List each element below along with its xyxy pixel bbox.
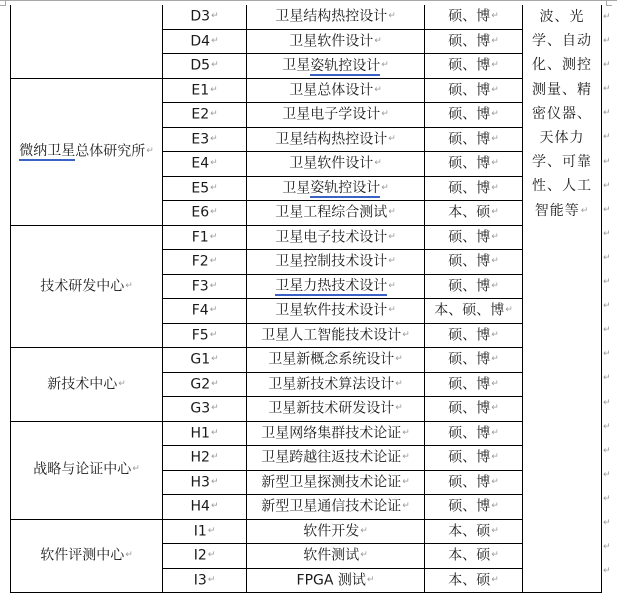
- degree-cell: 硕、博↵: [425, 495, 523, 520]
- table-row: [11, 519, 602, 544]
- position-code-cell: D3↵: [163, 5, 247, 29]
- degree-cell: 本、硕↵: [425, 519, 523, 544]
- department-cell: 新技术中心↵: [11, 348, 163, 422]
- position-name-cell: FPGA 测试↵: [247, 568, 425, 593]
- table-row: [11, 78, 602, 103]
- degree-cell: 硕、博↵: [425, 225, 523, 250]
- position-name-cell: 软件开发↵: [247, 519, 425, 544]
- end-of-row-mark: ↵: [603, 108, 611, 119]
- end-of-row-mark: ↵: [603, 180, 611, 191]
- position-name-cell: 卫星姿轨控设计↵: [247, 176, 425, 201]
- position-code-cell: F2↵: [163, 250, 247, 275]
- degree-cell: 本、硕↵: [425, 568, 523, 593]
- degree-cell: 硕、博↵: [425, 250, 523, 275]
- position-name-cell: 卫星力热技术设计↵: [247, 274, 425, 299]
- end-of-row-mark: ↵: [603, 36, 611, 47]
- end-of-row-mark: ↵: [603, 397, 611, 408]
- table-row: [11, 5, 602, 29]
- degree-cell: 硕、博↵: [425, 127, 523, 152]
- page-top-border: [0, 0, 617, 1]
- degree-cell: 硕、博↵: [425, 152, 523, 177]
- degree-cell: 硕、博↵: [425, 78, 523, 103]
- position-name-cell: 卫星跨越往返技术论证↵: [247, 446, 425, 471]
- position-name-cell: 卫星软件技术设计↵: [247, 299, 425, 324]
- degree-cell: 硕、博↵: [425, 54, 523, 79]
- table-row: [11, 348, 602, 373]
- degree-cell: 本、硕↵: [425, 201, 523, 226]
- degree-cell: 硕、博↵: [425, 446, 523, 471]
- position-code-cell: H3↵: [163, 470, 247, 495]
- department-cell: 微纳卫星总体研究所↵: [11, 78, 163, 225]
- position-code-cell: G1↵: [163, 348, 247, 373]
- position-code-cell: F3↵: [163, 274, 247, 299]
- degree-cell: 硕、博↵: [425, 5, 523, 29]
- degree-cell: 硕、博↵: [425, 397, 523, 422]
- position-code-cell: E2↵: [163, 103, 247, 128]
- department-cell: 软件评测中心↵: [11, 519, 163, 593]
- majors-line: 学、可靠: [532, 154, 592, 171]
- position-name-cell: 卫星控制技术设计↵: [247, 250, 425, 275]
- end-of-row-mark: ↵: [603, 349, 611, 360]
- position-name-cell: 卫星新技术研发设计↵: [247, 397, 425, 422]
- position-code-cell: G2↵: [163, 372, 247, 397]
- position-code-cell: E3↵: [163, 127, 247, 152]
- degree-cell: 硕、博↵: [425, 348, 523, 373]
- position-code-cell: F1↵: [163, 225, 247, 250]
- majors-line: 波、光: [539, 9, 585, 25]
- end-of-row-mark: ↵: [603, 204, 611, 215]
- position-name-cell: 软件测试↵: [247, 544, 425, 569]
- position-name-cell: 卫星结构热控设计↵: [247, 5, 425, 29]
- degree-cell: 硕、博↵: [425, 29, 523, 54]
- end-of-row-mark: ↵: [603, 542, 611, 553]
- end-of-row-mark: ↵: [603, 277, 611, 288]
- end-of-row-mark: ↵: [603, 12, 611, 22]
- position-code-cell: F4↵: [163, 299, 247, 324]
- end-of-row-mark: ↵: [603, 132, 611, 143]
- end-of-row-marks: [603, 5, 617, 583]
- majors-line: 学、自动: [532, 33, 592, 50]
- position-name-cell: 卫星姿轨控设计↵: [247, 54, 425, 79]
- position-code-cell: E6↵: [163, 201, 247, 226]
- department-cell: [11, 5, 163, 78]
- position-code-cell: I1↵: [163, 519, 247, 544]
- degree-cell: 硕、博↵: [425, 274, 523, 299]
- positions-table: [10, 5, 602, 593]
- position-code-cell: I3↵: [163, 568, 247, 593]
- end-of-row-mark: ↵: [603, 252, 611, 263]
- end-of-row-mark: ↵: [603, 566, 611, 577]
- end-of-row-mark: ↵: [603, 517, 611, 528]
- position-code-cell: G3↵: [163, 397, 247, 422]
- majors-cell: [523, 5, 602, 593]
- majors-line: 化、测控: [532, 57, 592, 74]
- position-code-cell: E1↵: [163, 78, 247, 103]
- majors-line: 测量、精: [532, 81, 592, 98]
- spellcheck-underline: 微纳卫星: [19, 143, 76, 160]
- position-code-cell: H4↵: [163, 495, 247, 520]
- degree-cell: 本、硕、博↵: [425, 299, 523, 324]
- position-name-cell: 卫星电子技术设计↵: [247, 225, 425, 250]
- degree-cell: 硕、博↵: [425, 103, 523, 128]
- end-of-row-mark: ↵: [603, 301, 611, 312]
- end-of-row-mark: ↵: [603, 445, 611, 456]
- degree-cell: 硕、博↵: [425, 323, 523, 348]
- end-of-row-mark: ↵: [603, 156, 611, 167]
- spellcheck-underline: 姿轨控设计: [310, 57, 381, 74]
- position-name-cell: 卫星工程综合测试↵: [247, 201, 425, 226]
- position-code-cell: I2↵: [163, 544, 247, 569]
- position-name-cell: 卫星新技术算法设计↵: [247, 372, 425, 397]
- table-row: [11, 421, 602, 446]
- position-name-cell: 卫星软件设计↵: [247, 29, 425, 54]
- majors-line: 天体力: [539, 130, 585, 147]
- table-row: [11, 225, 602, 250]
- position-name-cell: 卫星总体设计↵: [247, 78, 425, 103]
- majors-line: 性、人工: [532, 178, 592, 195]
- position-code-cell: F5↵: [163, 323, 247, 348]
- position-name-cell: 卫星软件设计↵: [247, 152, 425, 177]
- end-of-row-mark: ↵: [603, 493, 611, 504]
- table-move-handle[interactable]: [0, 0, 6, 6]
- degree-cell: 硕、博↵: [425, 176, 523, 201]
- spellcheck-underline: 姿轨控设计: [310, 180, 381, 196]
- degree-cell: 本、硕↵: [425, 544, 523, 569]
- position-name-cell: 新型卫星通信技术论证↵: [247, 495, 425, 520]
- end-of-row-mark: ↵: [603, 325, 611, 336]
- end-of-row-mark: ↵: [603, 60, 611, 71]
- spellcheck-underline: 卫星力热技术设计: [275, 278, 388, 294]
- position-name-cell: 卫星人工智能技术设计↵: [247, 323, 425, 348]
- position-name-cell: 新型卫星探测技术论证↵: [247, 470, 425, 495]
- end-of-row-mark: ↵: [603, 469, 611, 480]
- degree-cell: 硕、博↵: [425, 470, 523, 495]
- position-name-cell: 卫星结构热控设计↵: [247, 127, 425, 152]
- majors-line: 智能等↵: [534, 202, 590, 219]
- position-name-cell: 卫星网络集群技术论证↵: [247, 421, 425, 446]
- position-code-cell: E5↵: [163, 176, 247, 201]
- position-name-cell: 卫星电子学设计↵: [247, 103, 425, 128]
- department-cell: 战略与论证中心↵: [11, 421, 163, 519]
- position-code-cell: H2↵: [163, 446, 247, 471]
- position-code-cell: D5↵: [163, 54, 247, 79]
- end-of-row-mark: ↵: [603, 84, 611, 95]
- position-code-cell: D4↵: [163, 29, 247, 54]
- majors-line: 密仪器、: [532, 105, 592, 122]
- position-code-cell: E4↵: [163, 152, 247, 177]
- position-code-cell: H1↵: [163, 421, 247, 446]
- department-cell: 技术研发中心↵: [11, 225, 163, 348]
- end-of-row-mark: ↵: [603, 421, 611, 432]
- end-of-row-mark: ↵: [603, 228, 611, 239]
- end-of-row-mark: ↵: [603, 373, 611, 384]
- degree-cell: 硕、博↵: [425, 421, 523, 446]
- position-name-cell: 卫星新概念系统设计↵: [247, 348, 425, 373]
- degree-cell: 硕、博↵: [425, 372, 523, 397]
